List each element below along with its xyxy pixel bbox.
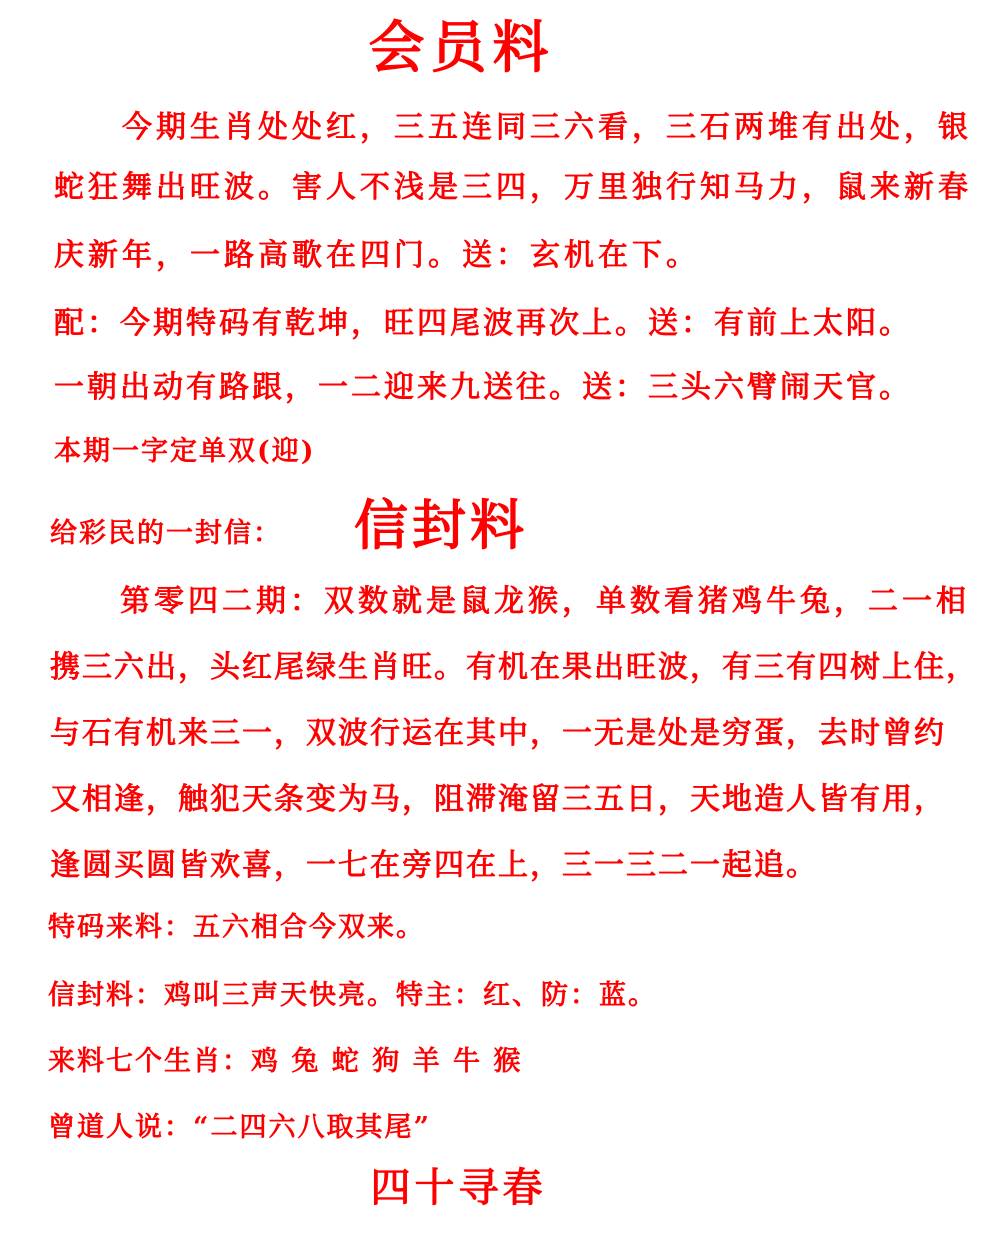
text-line: 第零四二期：双数就是鼠龙猴，单数看猪鸡牛兔，二一相 <box>120 584 970 619</box>
text-line: 蛇狂舞出旺波。害人不浅是三四，万里独行知马力，鼠来新春 <box>54 170 972 205</box>
letter-intro: 给彩民的一封信： <box>50 518 282 549</box>
footer-title: 四十寻春 <box>370 1164 547 1211</box>
text-line: 与石有机来三一，双波行运在其中，一无是处是穷蛋，去时曾约 <box>50 716 946 751</box>
text-line: 本期一字定单双(迎) <box>54 436 316 467</box>
text-line: 信封料：鸡叫三声天快亮。特主：红、防：蓝。 <box>48 980 657 1011</box>
text-line: 特码来料：五六相合今双来。 <box>48 912 425 943</box>
text-line: 今期生肖处处红，三五连同三六看，三石两堆有出处，银 <box>122 110 972 145</box>
text-line: 庆新年，一路高歌在四门。送：玄机在下。 <box>54 238 700 273</box>
text-line: 配：今期特码有乾坤，旺四尾波再次上。送：有前上太阳。 <box>54 306 912 341</box>
section-title-member: 会员料 <box>368 15 555 81</box>
text-line: 来料七个生肖：鸡 兔 蛇 狗 羊 牛 猴 <box>48 1046 523 1077</box>
text-line: 一朝出动有路跟，一二迎来九送往。送：三头六臂闹天官。 <box>54 370 912 405</box>
text-line: 又相逢，触犯天条变为马，阻滞淹留三五日，天地造人皆有用， <box>50 782 946 817</box>
text-line: 逢圆买圆皆欢喜，一七在旁四在上，三一三二一起追。 <box>50 848 818 883</box>
text-line: 携三六出，头红尾绿生肖旺。有机在果出旺波，有三有四树上住， <box>50 650 978 685</box>
text-line: 曾道人说：“二四六八取其尾” <box>48 1112 432 1143</box>
section-title-envelope: 信封料 <box>354 493 528 557</box>
